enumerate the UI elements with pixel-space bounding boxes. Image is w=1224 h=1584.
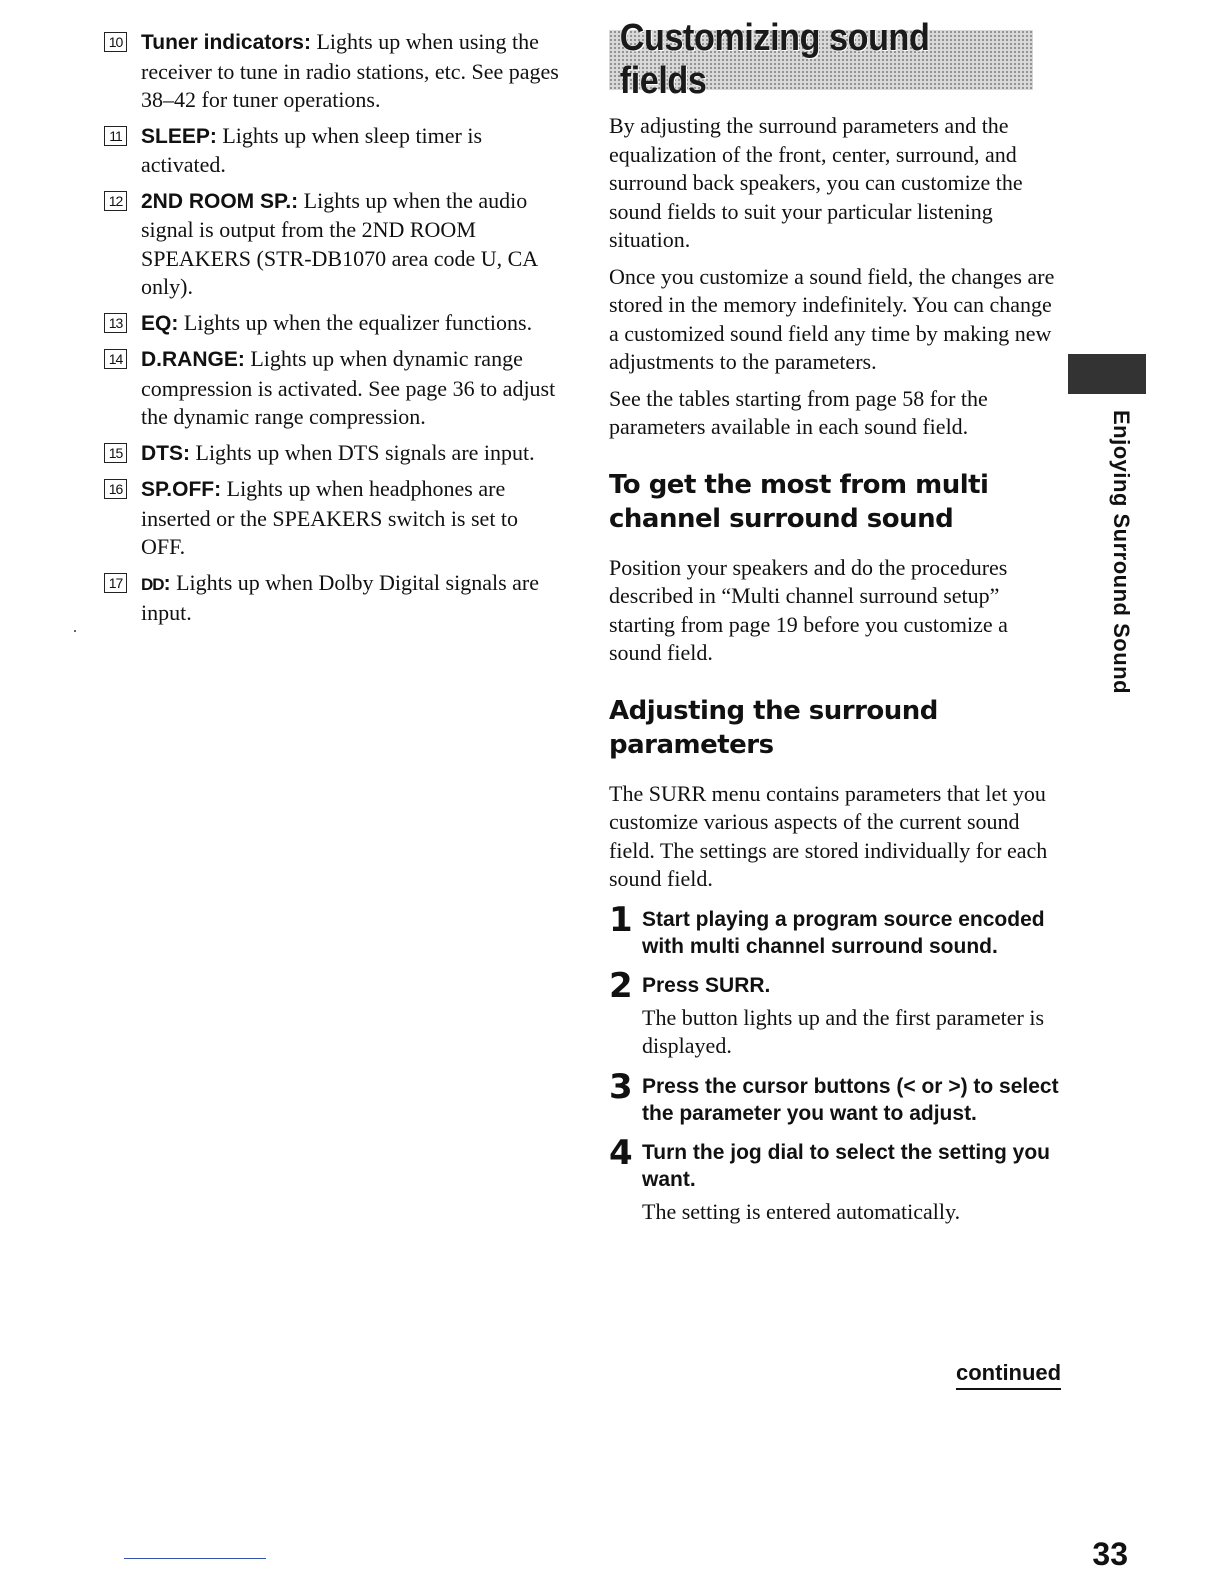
side-tab-label: Enjoying Surround Sound bbox=[1109, 410, 1134, 695]
indicator-text: Lights up when dynamic range compression is activated. See page 36 to adjust the dynamic range compression. bbox=[141, 346, 556, 429]
continued-label: continued bbox=[956, 1360, 1061, 1390]
step-title: Start playing a program source encoded with multi channel surround sound. bbox=[642, 907, 1045, 958]
indicator-text: Lights up when the equalizer functions. bbox=[178, 309, 533, 335]
indicator-number: 10 bbox=[104, 32, 127, 52]
step-title: Press SURR. bbox=[642, 973, 771, 997]
indicator-label: SP.OFF: bbox=[141, 478, 222, 501]
section-title: Customizing sound fields bbox=[619, 17, 930, 102]
indicator-item bbox=[104, 187, 564, 302]
step-number: 4 bbox=[609, 1132, 633, 1173]
indicator-item bbox=[104, 309, 564, 339]
indicator-label: SLEEP: bbox=[141, 124, 217, 148]
step-number: 3 bbox=[609, 1066, 633, 1107]
indicator-text: Lights up when Dolby Digital signals are input. bbox=[141, 569, 540, 625]
indicator-label: EQ: bbox=[141, 311, 179, 335]
indicator-label: 2ND ROOM SP.: bbox=[141, 189, 299, 213]
indicator-number: 11 bbox=[104, 126, 127, 146]
indicator-text: Lights up when DTS signals are input. bbox=[190, 439, 535, 465]
step-description: The button lights up and the first parameter is displayed. bbox=[642, 1004, 1045, 1058]
indicator-item bbox=[104, 439, 564, 469]
indicator-number: 14 bbox=[104, 349, 127, 369]
indicator-number: 17 bbox=[104, 573, 127, 593]
scan-speck bbox=[74, 630, 76, 632]
indicator-item bbox=[104, 569, 564, 628]
step-title: Turn the jog dial to select the setting you want. bbox=[642, 1140, 1050, 1191]
indicator-text: Lights up when sleep timer is activated. bbox=[141, 122, 483, 177]
subsection-heading: To get the most from multi channel surround sound bbox=[609, 469, 989, 534]
page-number: 33 bbox=[1092, 1536, 1128, 1572]
step-item bbox=[609, 1066, 1064, 1127]
step-item bbox=[609, 899, 1064, 960]
indicator-item bbox=[104, 122, 564, 180]
intro-paragraph: See the tables starting from page 58 for the parameters available in each sound field. bbox=[609, 385, 988, 439]
main-column bbox=[609, 17, 1064, 1226]
step-item bbox=[609, 965, 1064, 1061]
indicator-item bbox=[104, 345, 564, 432]
indicator-text: Lights up when using the receiver to tune in radio stations, etc. See pages 38–42 for tuner operations. bbox=[141, 29, 559, 112]
step-number: 1 bbox=[609, 899, 633, 940]
intro-paragraph: By adjusting the surround parameters and the equalization of the front, center, surround, and surround back speakers, you can customize the sound fields to suit your particular listening situation. bbox=[609, 113, 1023, 252]
indicator-text: Lights up when headphones are inserted or the SPEAKERS switch is set to OFF. bbox=[141, 476, 519, 559]
step-item bbox=[609, 1132, 1064, 1227]
indicator-label: Tuner indicators: bbox=[141, 31, 311, 54]
footer-rule bbox=[124, 1558, 266, 1559]
indicator-number: 13 bbox=[104, 313, 127, 333]
step-description: The setting is entered automatically. bbox=[642, 1198, 961, 1224]
indicator-item bbox=[104, 475, 564, 562]
indicator-number: 16 bbox=[104, 479, 127, 499]
indicator-number: 15 bbox=[104, 443, 127, 463]
side-tab-marker bbox=[1068, 354, 1146, 394]
indicator-text: Lights up when the audio signal is output from the 2ND ROOM SPEAKERS (STR-DB1070 area code U, CA only). bbox=[141, 187, 537, 299]
indicator-label: DTS: bbox=[141, 441, 190, 465]
subsection-paragraph: Position your speakers and do the procedures described in “Multi channel surround setup” starting from page 19 before you customize a sound field. bbox=[609, 554, 1008, 665]
indicator-label: : bbox=[163, 571, 171, 595]
section-banner bbox=[609, 17, 1033, 102]
indicator-label: D.RANGE: bbox=[141, 348, 245, 371]
indicator-number: 12 bbox=[104, 191, 127, 211]
indicator-item bbox=[104, 28, 564, 115]
intro-paragraph: Once you customize a sound field, the changes are stored in the memory indefinitely. You can change a customized sound field any time by making new adjustments to the parameters. bbox=[609, 263, 1055, 374]
dolby-digital-icon: DD bbox=[141, 574, 164, 594]
step-number: 2 bbox=[609, 965, 633, 1006]
subsection-paragraph: The SURR menu contains parameters that let you customize various aspects of the current sound field. The settings are stored individually for each sound field. bbox=[609, 780, 1048, 891]
indicator-list bbox=[104, 28, 564, 635]
step-title: Press the cursor buttons (< or >) to select the parameter you want to adjust. bbox=[642, 1074, 1059, 1125]
subsection-heading: Adjusting the surround parameters bbox=[609, 695, 938, 760]
